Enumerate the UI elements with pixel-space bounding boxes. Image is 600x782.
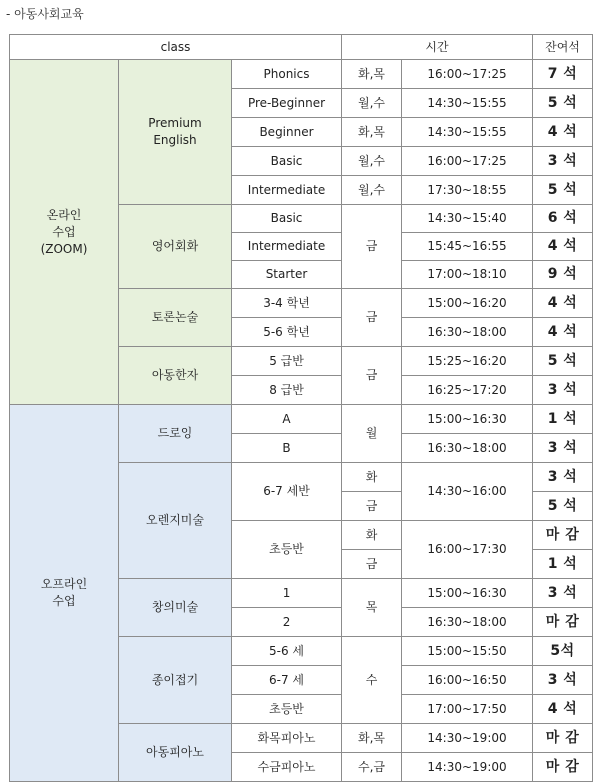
course-orange-art: 오렌지미술 bbox=[119, 463, 232, 579]
header-time: 시간 bbox=[342, 35, 533, 60]
days-cell: 화,목 bbox=[342, 724, 402, 753]
time-cell: 16:30~18:00 bbox=[402, 434, 533, 463]
level-cell: Pre-Beginner bbox=[232, 89, 342, 118]
days-cell: 화 bbox=[342, 463, 402, 492]
header-row bbox=[10, 35, 593, 60]
seats-cell: 7 석 bbox=[533, 60, 593, 89]
days-cell: 화,목 bbox=[342, 60, 402, 89]
category-online: 온라인 수업 (ZOOM) bbox=[10, 60, 119, 405]
seats-cell: 3 석 bbox=[533, 147, 593, 176]
level-cell: B bbox=[232, 434, 342, 463]
table-row bbox=[10, 405, 593, 434]
time-cell: 17:30~18:55 bbox=[402, 176, 533, 205]
level-cell: 5-6 학년 bbox=[232, 318, 342, 347]
seats-cell: 5 석 bbox=[533, 492, 593, 521]
days-cell: 금 bbox=[342, 550, 402, 579]
level-cell: Intermediate bbox=[232, 233, 342, 261]
days-cell: 월,수 bbox=[342, 176, 402, 205]
seats-cell: 5 석 bbox=[533, 176, 593, 205]
seats-cell: 4 석 bbox=[533, 695, 593, 724]
level-cell: 화목피아노 bbox=[232, 724, 342, 753]
seats-cell: 3 석 bbox=[533, 463, 593, 492]
level-cell: 5 급반 bbox=[232, 347, 342, 376]
days-cell: 목 bbox=[342, 579, 402, 637]
level-cell: 1 bbox=[232, 579, 342, 608]
level-cell: Intermediate bbox=[232, 176, 342, 205]
level-cell: 6-7 세 bbox=[232, 666, 342, 695]
time-cell: 14:30~15:40 bbox=[402, 205, 533, 233]
time-cell: 16:00~17:25 bbox=[402, 60, 533, 89]
seats-cell: 3 석 bbox=[533, 579, 593, 608]
course-hanja: 아동한자 bbox=[119, 347, 232, 405]
time-cell: 17:00~17:50 bbox=[402, 695, 533, 724]
time-cell: 16:30~18:00 bbox=[402, 608, 533, 637]
seats-cell: 3 석 bbox=[533, 434, 593, 463]
days-cell: 금 bbox=[342, 492, 402, 521]
level-cell: Beginner bbox=[232, 118, 342, 147]
seats-cell: 4 석 bbox=[533, 318, 593, 347]
level-cell: 5-6 세 bbox=[232, 637, 342, 666]
time-cell: 15:45~16:55 bbox=[402, 233, 533, 261]
seats-cell: 마 감 bbox=[533, 608, 593, 637]
time-cell: 14:30~16:00 bbox=[402, 463, 533, 521]
seats-cell: 4 석 bbox=[533, 233, 593, 261]
level-cell: 초등반 bbox=[232, 521, 342, 579]
seats-cell: 5석 bbox=[533, 637, 593, 666]
time-cell: 14:30~19:00 bbox=[402, 724, 533, 753]
seats-cell: 9 석 bbox=[533, 261, 593, 289]
seats-cell: 3 석 bbox=[533, 666, 593, 695]
seats-cell: 1 석 bbox=[533, 405, 593, 434]
course-creative-art: 창의미술 bbox=[119, 579, 232, 637]
course-origami: 종이접기 bbox=[119, 637, 232, 724]
level-cell: 8 급반 bbox=[232, 376, 342, 405]
time-cell: 15:25~16:20 bbox=[402, 347, 533, 376]
seats-cell: 5 석 bbox=[533, 347, 593, 376]
days-cell: 수,금 bbox=[342, 753, 402, 782]
course-debate: 토론논술 bbox=[119, 289, 232, 347]
seats-cell: 4 석 bbox=[533, 289, 593, 318]
time-cell: 16:30~18:00 bbox=[402, 318, 533, 347]
time-cell: 14:30~15:55 bbox=[402, 118, 533, 147]
seats-cell: 3 석 bbox=[533, 376, 593, 405]
course-premium-english: Premium English bbox=[119, 60, 232, 205]
days-cell: 화 bbox=[342, 521, 402, 550]
time-cell: 16:25~17:20 bbox=[402, 376, 533, 405]
category-offline: 오프라인 수업 bbox=[10, 405, 119, 782]
course-piano: 아동피아노 bbox=[119, 724, 232, 782]
days-cell: 화,목 bbox=[342, 118, 402, 147]
course-english-conversation: 영어회화 bbox=[119, 205, 232, 289]
time-cell: 14:30~15:55 bbox=[402, 89, 533, 118]
days-cell: 월,수 bbox=[342, 89, 402, 118]
time-cell: 15:00~16:20 bbox=[402, 289, 533, 318]
table-row bbox=[10, 60, 593, 89]
section-title: - 아동사회교육 bbox=[6, 7, 84, 21]
class-schedule-table bbox=[9, 34, 593, 782]
header-class: class bbox=[10, 35, 342, 60]
time-cell: 15:00~16:30 bbox=[402, 579, 533, 608]
header-seats: 잔여석 bbox=[533, 35, 593, 60]
time-cell: 16:00~17:30 bbox=[402, 521, 533, 579]
days-cell: 월 bbox=[342, 405, 402, 463]
seats-cell: 마 감 bbox=[533, 724, 593, 753]
time-cell: 17:00~18:10 bbox=[402, 261, 533, 289]
level-cell: 3-4 학년 bbox=[232, 289, 342, 318]
time-cell: 14:30~19:00 bbox=[402, 753, 533, 782]
time-cell: 15:00~16:30 bbox=[402, 405, 533, 434]
seats-cell: 4 석 bbox=[533, 118, 593, 147]
level-cell: Basic bbox=[232, 205, 342, 233]
seats-cell: 6 석 bbox=[533, 205, 593, 233]
days-cell: 수 bbox=[342, 637, 402, 724]
level-cell: Starter bbox=[232, 261, 342, 289]
time-cell: 16:00~17:25 bbox=[402, 147, 533, 176]
seats-cell: 1 석 bbox=[533, 550, 593, 579]
days-cell: 월,수 bbox=[342, 147, 402, 176]
level-cell: 초등반 bbox=[232, 695, 342, 724]
level-cell: 2 bbox=[232, 608, 342, 637]
level-cell: A bbox=[232, 405, 342, 434]
level-cell: 수금피아노 bbox=[232, 753, 342, 782]
days-cell: 금 bbox=[342, 289, 402, 347]
level-cell: Phonics bbox=[232, 60, 342, 89]
level-cell: 6-7 세반 bbox=[232, 463, 342, 521]
days-cell: 금 bbox=[342, 205, 402, 289]
time-cell: 15:00~15:50 bbox=[402, 637, 533, 666]
time-cell: 16:00~16:50 bbox=[402, 666, 533, 695]
course-drawing: 드로잉 bbox=[119, 405, 232, 463]
seats-cell: 마 감 bbox=[533, 753, 593, 782]
seats-cell: 5 석 bbox=[533, 89, 593, 118]
days-cell: 금 bbox=[342, 347, 402, 405]
seats-cell: 마 감 bbox=[533, 521, 593, 550]
level-cell: Basic bbox=[232, 147, 342, 176]
